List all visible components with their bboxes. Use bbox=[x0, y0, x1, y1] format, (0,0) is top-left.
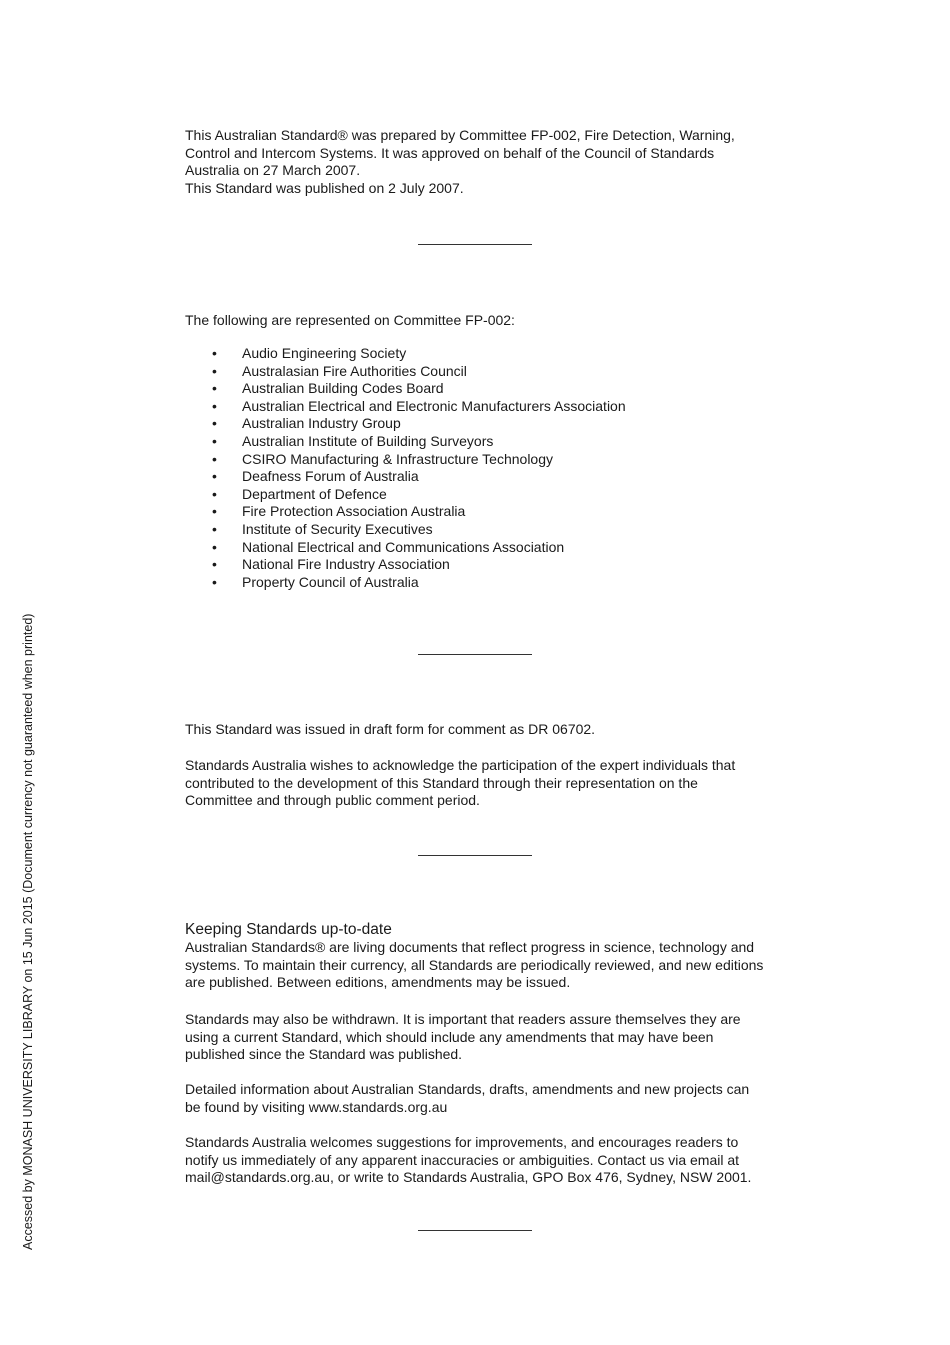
bullet-icon: • bbox=[212, 503, 217, 520]
committee-section bbox=[185, 312, 785, 330]
keeping-line: Australian Standards® are living documents that reflect progress in science, technology and bbox=[185, 939, 755, 955]
member-name: CSIRO Manufacturing & Infrastructure Technology bbox=[242, 450, 554, 467]
information-line: Detailed information about Australian Standards, drafts, amendments and new projects can bbox=[185, 1081, 750, 1097]
section-divider bbox=[418, 244, 532, 245]
section-divider bbox=[418, 1230, 532, 1231]
member-list bbox=[185, 345, 785, 591]
bullet-icon: • bbox=[212, 415, 217, 432]
draft-issued-text: This Standard was issued in draft form for comment as DR 06702. bbox=[185, 721, 596, 737]
section-divider bbox=[418, 855, 532, 856]
member-name: Institute of Security Executives bbox=[242, 520, 433, 537]
acknowledgement-line: Standards Australia wishes to acknowledge the participation of the expert individuals that bbox=[185, 757, 736, 773]
publication-date-line: This Standard was published on 2 July 2007. bbox=[185, 179, 464, 196]
committee-intro: The following are represented on Committee FP-002: bbox=[185, 312, 515, 328]
bullet-icon: • bbox=[212, 520, 217, 537]
member-name: Australian Electrical and Electronic Manufacturers Association bbox=[242, 397, 626, 414]
list-item bbox=[185, 433, 785, 451]
bullet-icon: • bbox=[212, 468, 217, 485]
list-item bbox=[185, 539, 785, 557]
member-name: Australian Institute of Building Surveyors bbox=[242, 432, 494, 449]
member-name: Australian Building Codes Board bbox=[242, 380, 444, 397]
approval-paragraph bbox=[185, 127, 785, 197]
member-name: Department of Defence bbox=[242, 485, 387, 502]
approval-line: Control and Intercom Systems. It was approved on behalf of the Council of Standards bbox=[185, 144, 715, 161]
access-watermark: Accessed by MONASH UNIVERSITY LIBRARY on 15 Jun 2015 (Document currency not guaranteed when printed) bbox=[21, 613, 35, 1250]
list-item bbox=[185, 556, 785, 574]
withdrawn-line: Standards may also be withdrawn. It is important that readers assure themselves they are bbox=[185, 1011, 741, 1027]
bullet-icon: • bbox=[212, 362, 217, 379]
member-name: Fire Protection Association Australia bbox=[242, 503, 466, 520]
list-item bbox=[185, 574, 785, 592]
bullet-icon: • bbox=[212, 538, 217, 555]
member-name: Deafness Forum of Australia bbox=[242, 468, 419, 485]
information-paragraph bbox=[185, 1081, 785, 1116]
list-item bbox=[185, 451, 785, 469]
withdrawn-paragraph bbox=[185, 1011, 785, 1064]
withdrawn-line: using a current Standard, which should include any amendments that may have been bbox=[185, 1028, 714, 1045]
approval-line: This Australian Standard® was prepared by Committee FP-002, Fire Detection, Warning, bbox=[185, 127, 735, 143]
bullet-icon: • bbox=[212, 345, 217, 361]
list-item bbox=[185, 415, 785, 433]
approval-line: Australia on 27 March 2007. bbox=[185, 162, 361, 179]
bullet-icon: • bbox=[212, 573, 217, 590]
member-name: Australasian Fire Authorities Council bbox=[242, 362, 467, 379]
bullet-icon: • bbox=[212, 556, 217, 573]
withdrawn-line: published since the Standard was published. bbox=[185, 1046, 463, 1063]
list-item bbox=[185, 363, 785, 381]
list-item bbox=[185, 521, 785, 539]
member-name: National Fire Industry Association bbox=[242, 556, 450, 573]
bullet-icon: • bbox=[212, 397, 217, 414]
keeping-line: systems. To maintain their currency, all Standards are periodically reviewed, and new editions bbox=[185, 956, 764, 973]
member-name: Australian Industry Group bbox=[242, 415, 401, 432]
acknowledgement-line: contributed to the development of this Standard through their representation on the bbox=[185, 774, 698, 791]
bullet-icon: • bbox=[212, 450, 217, 467]
suggestions-line: mail@standards.org.au, or write to Standards Australia, GPO Box 476, Sydney, NSW 2001. bbox=[185, 1169, 752, 1186]
list-item bbox=[185, 380, 785, 398]
list-item bbox=[185, 468, 785, 486]
keeping-section bbox=[185, 921, 785, 992]
information-line: be found by visiting www.standards.org.au bbox=[185, 1098, 448, 1115]
bullet-icon: • bbox=[212, 485, 217, 502]
list-item bbox=[185, 486, 785, 504]
section-divider bbox=[418, 654, 532, 655]
list-item bbox=[185, 503, 785, 521]
member-name: National Electrical and Communications Association bbox=[242, 538, 565, 555]
suggestions-line: Standards Australia welcomes suggestions for improvements, and encourages readers to bbox=[185, 1134, 739, 1150]
section-heading: Keeping Standards up-to-date bbox=[185, 921, 392, 938]
list-item bbox=[185, 345, 785, 363]
draft-note bbox=[185, 721, 785, 739]
acknowledgement-line: Committee and through public comment period. bbox=[185, 792, 480, 809]
committee-members bbox=[185, 345, 785, 591]
keeping-line: are published. Between editions, amendments may be issued. bbox=[185, 974, 571, 991]
bullet-icon: • bbox=[212, 380, 217, 397]
suggestions-paragraph bbox=[185, 1134, 785, 1187]
suggestions-line: notify us immediately of any apparent inaccuracies or ambiguities. Contact us via email at bbox=[185, 1151, 740, 1168]
list-item bbox=[185, 398, 785, 416]
acknowledgement-paragraph bbox=[185, 757, 785, 810]
bullet-icon: • bbox=[212, 432, 217, 449]
member-name: Audio Engineering Society bbox=[242, 345, 407, 361]
member-name: Property Council of Australia bbox=[242, 573, 419, 590]
